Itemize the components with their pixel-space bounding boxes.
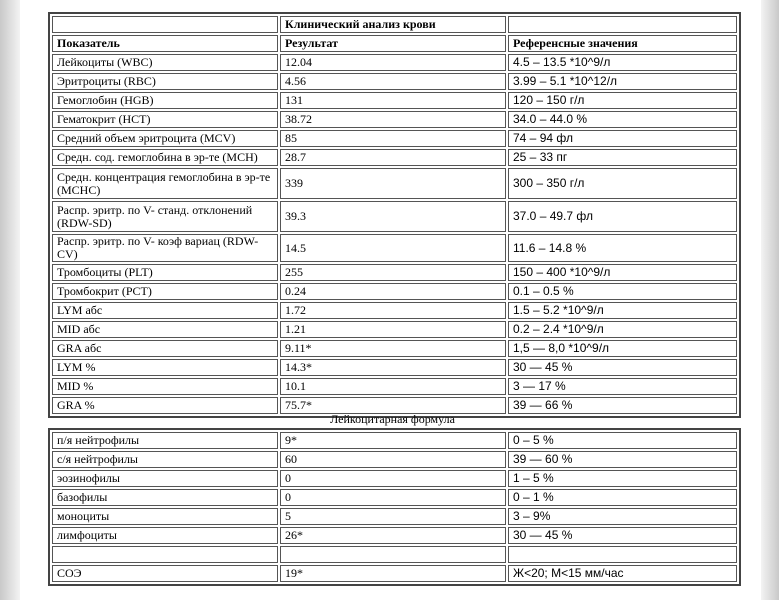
- table-row: [52, 168, 737, 199]
- reference-cell: 37.0 – 49.7 фл: [508, 201, 737, 232]
- result-cell: 10.1: [280, 378, 506, 395]
- param-cell: Распр. эритр. по V- станд. отклонений (RDW-SD): [52, 201, 278, 232]
- reference-cell: [508, 546, 737, 563]
- table-row: [52, 432, 737, 449]
- table-title-row: [52, 16, 737, 33]
- table-row: [52, 283, 737, 300]
- header-param: Показатель: [52, 35, 278, 52]
- table-row: [52, 359, 737, 376]
- reference-cell: 11.6 – 14.8 %: [508, 234, 737, 262]
- result-cell: 12.04: [280, 54, 506, 71]
- result-cell: 9.11*: [280, 340, 506, 357]
- reference-cell: 300 – 350 г/л: [508, 168, 737, 199]
- reference-cell: 0.2 – 2.4 *10^9/л: [508, 321, 737, 338]
- reference-cell: 39 — 66 %: [508, 397, 737, 414]
- param-cell: Гематокрит (HCT): [52, 111, 278, 128]
- param-cell: Эритроциты (RBC): [52, 73, 278, 90]
- param-cell: эозинофилы: [52, 470, 278, 487]
- param-cell: лимфоциты: [52, 527, 278, 544]
- reference-cell: 74 – 94 фл: [508, 130, 737, 147]
- param-cell: моноциты: [52, 508, 278, 525]
- reference-cell: 34.0 – 44.0 %: [508, 111, 737, 128]
- reference-cell: 25 – 33 пг: [508, 149, 737, 166]
- param-cell: Тромбокрит (PCT): [52, 283, 278, 300]
- empty-title-cell: [52, 16, 278, 33]
- result-cell: 26*: [280, 527, 506, 544]
- param-cell: Средний объем эритроцита (MCV): [52, 130, 278, 147]
- table-row: [52, 234, 737, 262]
- result-cell: [280, 546, 506, 563]
- param-cell: п/я нейтрофилы: [52, 432, 278, 449]
- table-row: [52, 451, 737, 468]
- left-page-shadow: [0, 0, 20, 600]
- param-cell: базофилы: [52, 489, 278, 506]
- reference-cell: 1,5 — 8,0 *10^9/л: [508, 340, 737, 357]
- reference-cell: 1.5 – 5.2 *10^9/л: [508, 302, 737, 319]
- table-row: [52, 111, 737, 128]
- header-reference: Референсные значения: [508, 35, 737, 52]
- table-row: [52, 527, 737, 544]
- result-cell: 14.5: [280, 234, 506, 262]
- param-cell: СОЭ: [52, 565, 278, 582]
- reference-cell: 39 — 60 %: [508, 451, 737, 468]
- table-row: [52, 340, 737, 357]
- param-cell: MID абс: [52, 321, 278, 338]
- result-cell: 9*: [280, 432, 506, 449]
- result-cell: 60: [280, 451, 506, 468]
- param-cell: [52, 546, 278, 563]
- reference-cell: 1 – 5 %: [508, 470, 737, 487]
- result-cell: 28.7: [280, 149, 506, 166]
- param-cell: Средн. концентрация гемоглобина в эр-те (MCHC): [52, 168, 278, 199]
- table-row: [52, 546, 737, 563]
- result-cell: 14.3*: [280, 359, 506, 376]
- table-row: [52, 470, 737, 487]
- param-cell: LYM %: [52, 359, 278, 376]
- param-cell: Гемоглобин (HGB): [52, 92, 278, 109]
- param-cell: MID %: [52, 378, 278, 395]
- table-row: [52, 302, 737, 319]
- leuko-formula-table: [48, 428, 741, 586]
- param-cell: Лейкоциты (WBC): [52, 54, 278, 71]
- reference-cell: 0 – 5 %: [508, 432, 737, 449]
- param-cell: GRA %: [52, 397, 278, 414]
- result-cell: 1.72: [280, 302, 506, 319]
- result-cell: 4.56: [280, 73, 506, 90]
- reference-cell: 3 – 9%: [508, 508, 737, 525]
- param-cell: Тромбоциты (PLT): [52, 264, 278, 281]
- table-row: [52, 149, 737, 166]
- reference-cell: 30 — 45 %: [508, 527, 737, 544]
- result-cell: 19*: [280, 565, 506, 582]
- result-cell: 0: [280, 470, 506, 487]
- result-cell: 38.72: [280, 111, 506, 128]
- reference-cell: 0.1 – 0.5 %: [508, 283, 737, 300]
- reference-cell: 3.99 – 5.1 *10^12/л: [508, 73, 737, 90]
- result-cell: 0.24: [280, 283, 506, 300]
- table-row: [52, 201, 737, 232]
- reference-cell: 3 — 17 %: [508, 378, 737, 395]
- table-row: [52, 508, 737, 525]
- reference-cell: 30 — 45 %: [508, 359, 737, 376]
- result-cell: 339: [280, 168, 506, 199]
- reference-cell: 150 – 400 *10^9/л: [508, 264, 737, 281]
- param-cell: с/я нейтрофилы: [52, 451, 278, 468]
- table-row: [52, 54, 737, 71]
- table-row: [52, 264, 737, 281]
- table-row: [52, 130, 737, 147]
- param-cell: GRA абс: [52, 340, 278, 357]
- table-row: [52, 321, 737, 338]
- result-cell: 255: [280, 264, 506, 281]
- result-cell: 75.7*: [280, 397, 506, 414]
- reference-cell: 0 – 1 %: [508, 489, 737, 506]
- param-cell: LYM абс: [52, 302, 278, 319]
- table-row: [52, 565, 737, 582]
- result-cell: 39.3: [280, 201, 506, 232]
- leuko-formula-title: Лейкоцитарная формула: [330, 412, 455, 426]
- result-cell: 1.21: [280, 321, 506, 338]
- result-cell: 0: [280, 489, 506, 506]
- table-row: [52, 489, 737, 506]
- reference-cell: 4.5 – 13.5 *10^9/л: [508, 54, 737, 71]
- result-cell: 131: [280, 92, 506, 109]
- blood-test-table: [48, 12, 741, 418]
- result-cell: 5: [280, 508, 506, 525]
- result-cell: 85: [280, 130, 506, 147]
- table-row: [52, 73, 737, 90]
- table-title: Клинический анализ крови: [280, 16, 506, 33]
- table-row: [52, 92, 737, 109]
- reference-cell: 120 – 150 г/л: [508, 92, 737, 109]
- param-cell: Средн. сод. гемоглобина в эр-те (MCH): [52, 149, 278, 166]
- header-result: Результат: [280, 35, 506, 52]
- reference-cell: Ж<20; М<15 мм/час: [508, 565, 737, 582]
- empty-title-cell: [508, 16, 737, 33]
- table-header-row: [52, 35, 737, 52]
- right-page-shadow: [761, 0, 779, 600]
- table-row: [52, 378, 737, 395]
- param-cell: Распр. эритр. по V- коэф вариац (RDW-CV): [52, 234, 278, 262]
